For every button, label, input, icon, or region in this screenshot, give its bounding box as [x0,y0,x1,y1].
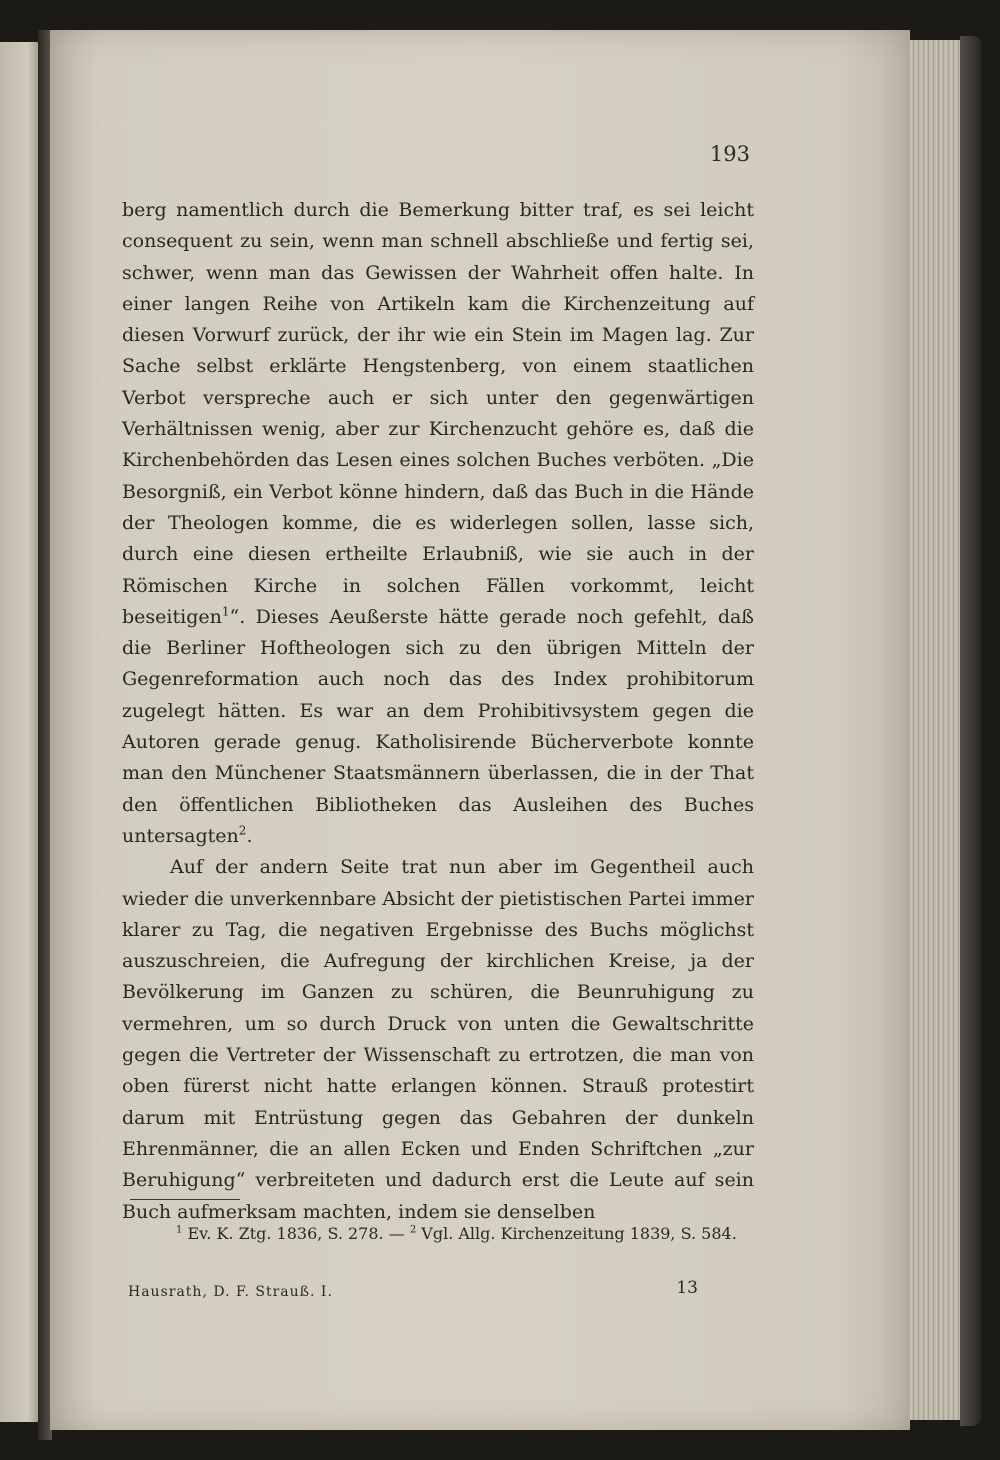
footnotes [128,1220,754,1248]
paragraph-1-end: . [246,824,253,847]
page-block-edges [905,40,967,1420]
footnote-1: Ev. K. Ztg. 1836, S. 278. — [187,1224,405,1243]
signature-line [128,1278,754,1306]
footnote-mark-1[interactable]: 1 [221,604,230,619]
footnote-2-mark: 2 [409,1224,417,1236]
paragraph-2: Auf der andern Seite trat nun aber im Gegentheil auch wieder die unverkennbare Absicht der pietistischen Partei immer klarer zu Tag, die negativen Ergebnisse des Buchs möglichst auszuschreien, die Aufregung der kirchlichen Kreise, ja der Bevölkerung im Ganzen zu schüren, die Beunruhigung zu vermehren, um so durch Druck von unten die Gewaltschritte gegen die Vertreter der Wissenschaft zu ertrotzen, die man von oben fürerst nicht hatte erlangen können. Strauß protestirt darum mit Entrüstung gegen das Gebahren der dunkeln Ehrenmänner, die an allen Ecken und Enden Schriftchen „zur Beruhigung“ verbreiteten und dadurch erst die Leute auf sein Buch aufmerksam machten, indem sie denselben [122,856,754,1223]
footnote-divider [130,1199,240,1200]
body-text [122,195,754,1228]
printer-signature: Hausrath, D. F. Strauß. I. [128,1284,333,1300]
book-cover-edge [960,36,982,1426]
footnote-2: Vgl. Allg. Kirchenzeitung 1839, S. 584. [421,1224,737,1243]
footnote-line [128,1220,754,1248]
paragraph-1 [122,195,754,852]
signature-number: 13 [676,1278,698,1298]
page-number: 193 [709,142,750,166]
paragraph-1-part-2: “. Dieses Aeußerste hätte gerade noch gefehlt, daß die Berliner Hoftheologen sich zu den übrigen Mitteln der Gegenreformation auch noch das des Index prohibitorum zugelegt hätten. Es war an dem Prohibitivsystem gegen die Autoren gerade genug. Katholisirende Bücherverbote konnte man den Münchener Staatsmännern überlassen, die in der That den öffentlichen Bibliotheken das Ausleihen des Buches untersagten [122,605,754,847]
paragraph-1-part-1: berg namentlich durch die Bemerkung bitter traf, es sei leicht consequent zu sein, wenn man schnell abschließe und fertig sei, schwer, wenn man das Gewissen der Wahrheit offen halte. In einer langen Reihe von Artikeln kam die Kirchenzeitung auf diesen Vorwurf zurück, der ihr wie ein Stein im Magen lag. Zur Sache selbst erklärte Hengstenberg, von einem staatlichen Verbot verspreche auch er sich unter den gegenwärtigen Verhältnissen wenig, aber zur Kirchenzucht gehöre es, daß die Kirchenbehörden das Lesen eines solchen Buches verböten. „Die Besorgniß, ein Verbot könne hindern, daß das Buch in die Hände der Theologen komme, die es widerlegen sollen, lasse sich, durch eine diesen ertheilte Erlaubniß, wie sie auch in der Römischen Kirche in solchen Fällen vorkommt, leicht beseitigen [122,199,754,628]
footnote-mark-2[interactable]: 2 [238,823,247,838]
footnote-1-mark: 1 [176,1224,183,1236]
left-page-edge [0,42,40,1422]
